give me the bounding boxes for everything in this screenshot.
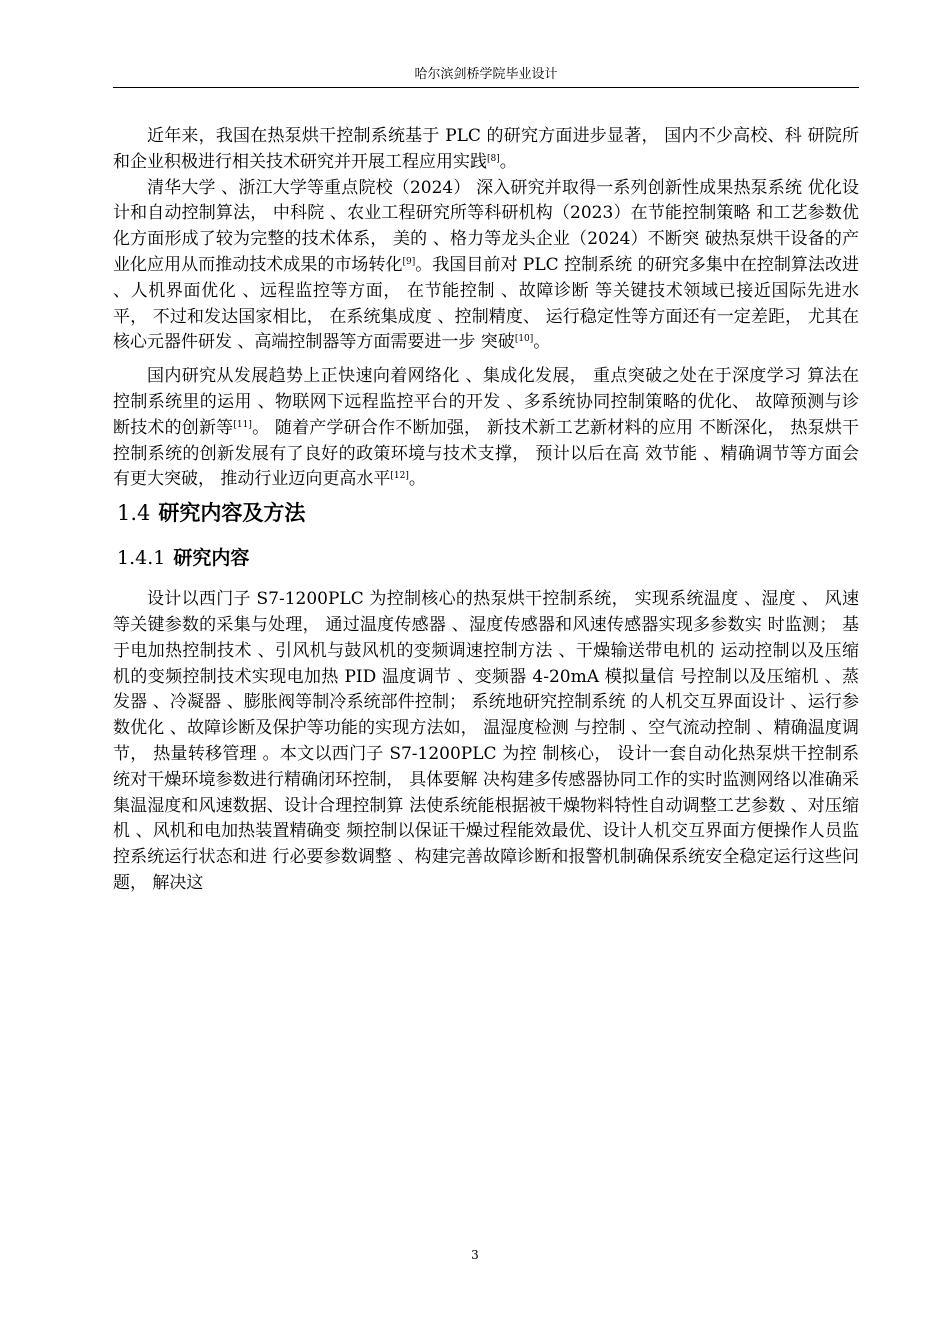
- paragraph-2: [113, 176, 859, 357]
- paragraph-2-text-b: 。我国目前对 PLC 控制系统 的研究多集中在控制算法改进 、人机界面优化 、远程监控等方面， 在节能控制 、故障诊断 等关键技术领域已接近国际先进水平， 不过和发达国家相比， 在系统集成度 、控制精度、 运行稳定性等方面还有一定差距， 尤其在核心元器件研发 、高端控制器等方面需要进一步 突破: [113, 254, 859, 353]
- citation-10: [10]: [514, 334, 534, 345]
- section-number: 1.4: [117, 501, 151, 526]
- paragraph-2-end: 。: [533, 332, 551, 353]
- citation-12: [12]: [390, 471, 409, 482]
- page-header: [113, 66, 859, 88]
- paragraph-1-end: 。: [499, 151, 517, 172]
- page-number: 3: [471, 1248, 479, 1262]
- paragraph-4: [113, 587, 859, 897]
- subsection-number: 1.4.1: [117, 547, 166, 570]
- header-title: 哈尔滨剑桥学院毕业设计: [414, 67, 558, 82]
- paragraph-4-text: 设计以西门子 S7-1200PLC 为控制核心的热泵烘干控制系统， 实现系统温度 、湿度 、 风速等关键参数的采集与处理， 通过温度传感器 、湿度传感器和风速传感器实现多参数实 时监测； 基于电加热控制技术 、引风机与鼓风机的变频调速控制方法 、干燥输送带电机的 运动控制以及压缩机的变频控制技术实现电加热 PID 温度调节 、变频器 4-20mA 模拟量信 号控制以及压缩机 、蒸发器 、冷凝器 、膨胀阀等制冷系统部件控制； 系统地研究控制系统 的人机交互界面设计 、运行参数优化 、故障诊断及保护等功能的实现方法如， 温湿度检测 与控制 、空气流动控制 、精确温度调节， 热量转移管理 。本文以西门子 S7-1200PLC 为控 制核心， 设计一套自动化热泵烘干控制系统对干燥环境参数进行精确闭环控制， 具体要解 决构建多传感器协同工作的实时监测网络以准确采集温湿度和风速数据、设计合理控制算 法使系统能根据被干燥物料特性自动调整工艺参数 、对压缩机 、风机和电加热装置精确变 频控制以保证干燥过程能效最优、设计人机交互界面方便操作人员监控系统运行状态和进 行必要参数调整 、构建完善故障诊断和报警机制确保系统安全稳定运行这些问题， 解决这: [113, 589, 859, 893]
- subsection-heading-1-4-1: [117, 543, 859, 573]
- paragraph-3-end: 。: [408, 469, 426, 490]
- citation-9: [9]: [402, 256, 416, 267]
- paragraph-2-text-a: 清华大学 、浙江大学等重点院校（2024） 深入研究并取得一系列创新性成果热泵系统 优化设计和自动控制算法， 中科院 、农业工程研究所等科研机构（2023）在节能控制策略 和工艺参数优化方面形成了较为完整的技术体系， 美的 、格力等龙头企业（2024）不断突 破热泵烘干设备的产业化应用从而推动技术成果的市场转化: [113, 177, 859, 275]
- page-body: [113, 124, 859, 897]
- paragraph-1-text: 近年来，我国在热泵烘干控制系统基于 PLC 的研究方面进步显著， 国内不少高校、科 研院所和企业积极进行相关技术研究并开展工程应用实践: [113, 126, 859, 172]
- paragraph-3-text-b: 。 随着产学研合作不断加强， 新技术新工艺新材料的应用 不断深化， 热泵烘干控制系统的创新发展有了良好的政策环境与技术支撑， 预计以后在高 效节能 、精确调节等方面会有更大突破， 推动行业迈向更高水平: [113, 417, 859, 490]
- paragraph-1: [113, 124, 859, 176]
- section-heading-1-4: [117, 497, 859, 529]
- subsection-title: 研究内容: [173, 547, 250, 570]
- paragraph-3-text-a: 国内研究从发展趋势上正快速向着网络化 、集成化发展， 重点突破之处在于深度学习 算法在控制系统里的运用 、物联网下远程监控平台的开发 、多系统协同控制策略的优化、 故障预测与诊断技术的创新等: [113, 366, 859, 438]
- citation-11: [11]: [233, 419, 252, 430]
- citation-8: [8]: [487, 153, 500, 164]
- section-title: 研究内容及方法: [158, 501, 306, 526]
- paragraph-3: [113, 364, 859, 493]
